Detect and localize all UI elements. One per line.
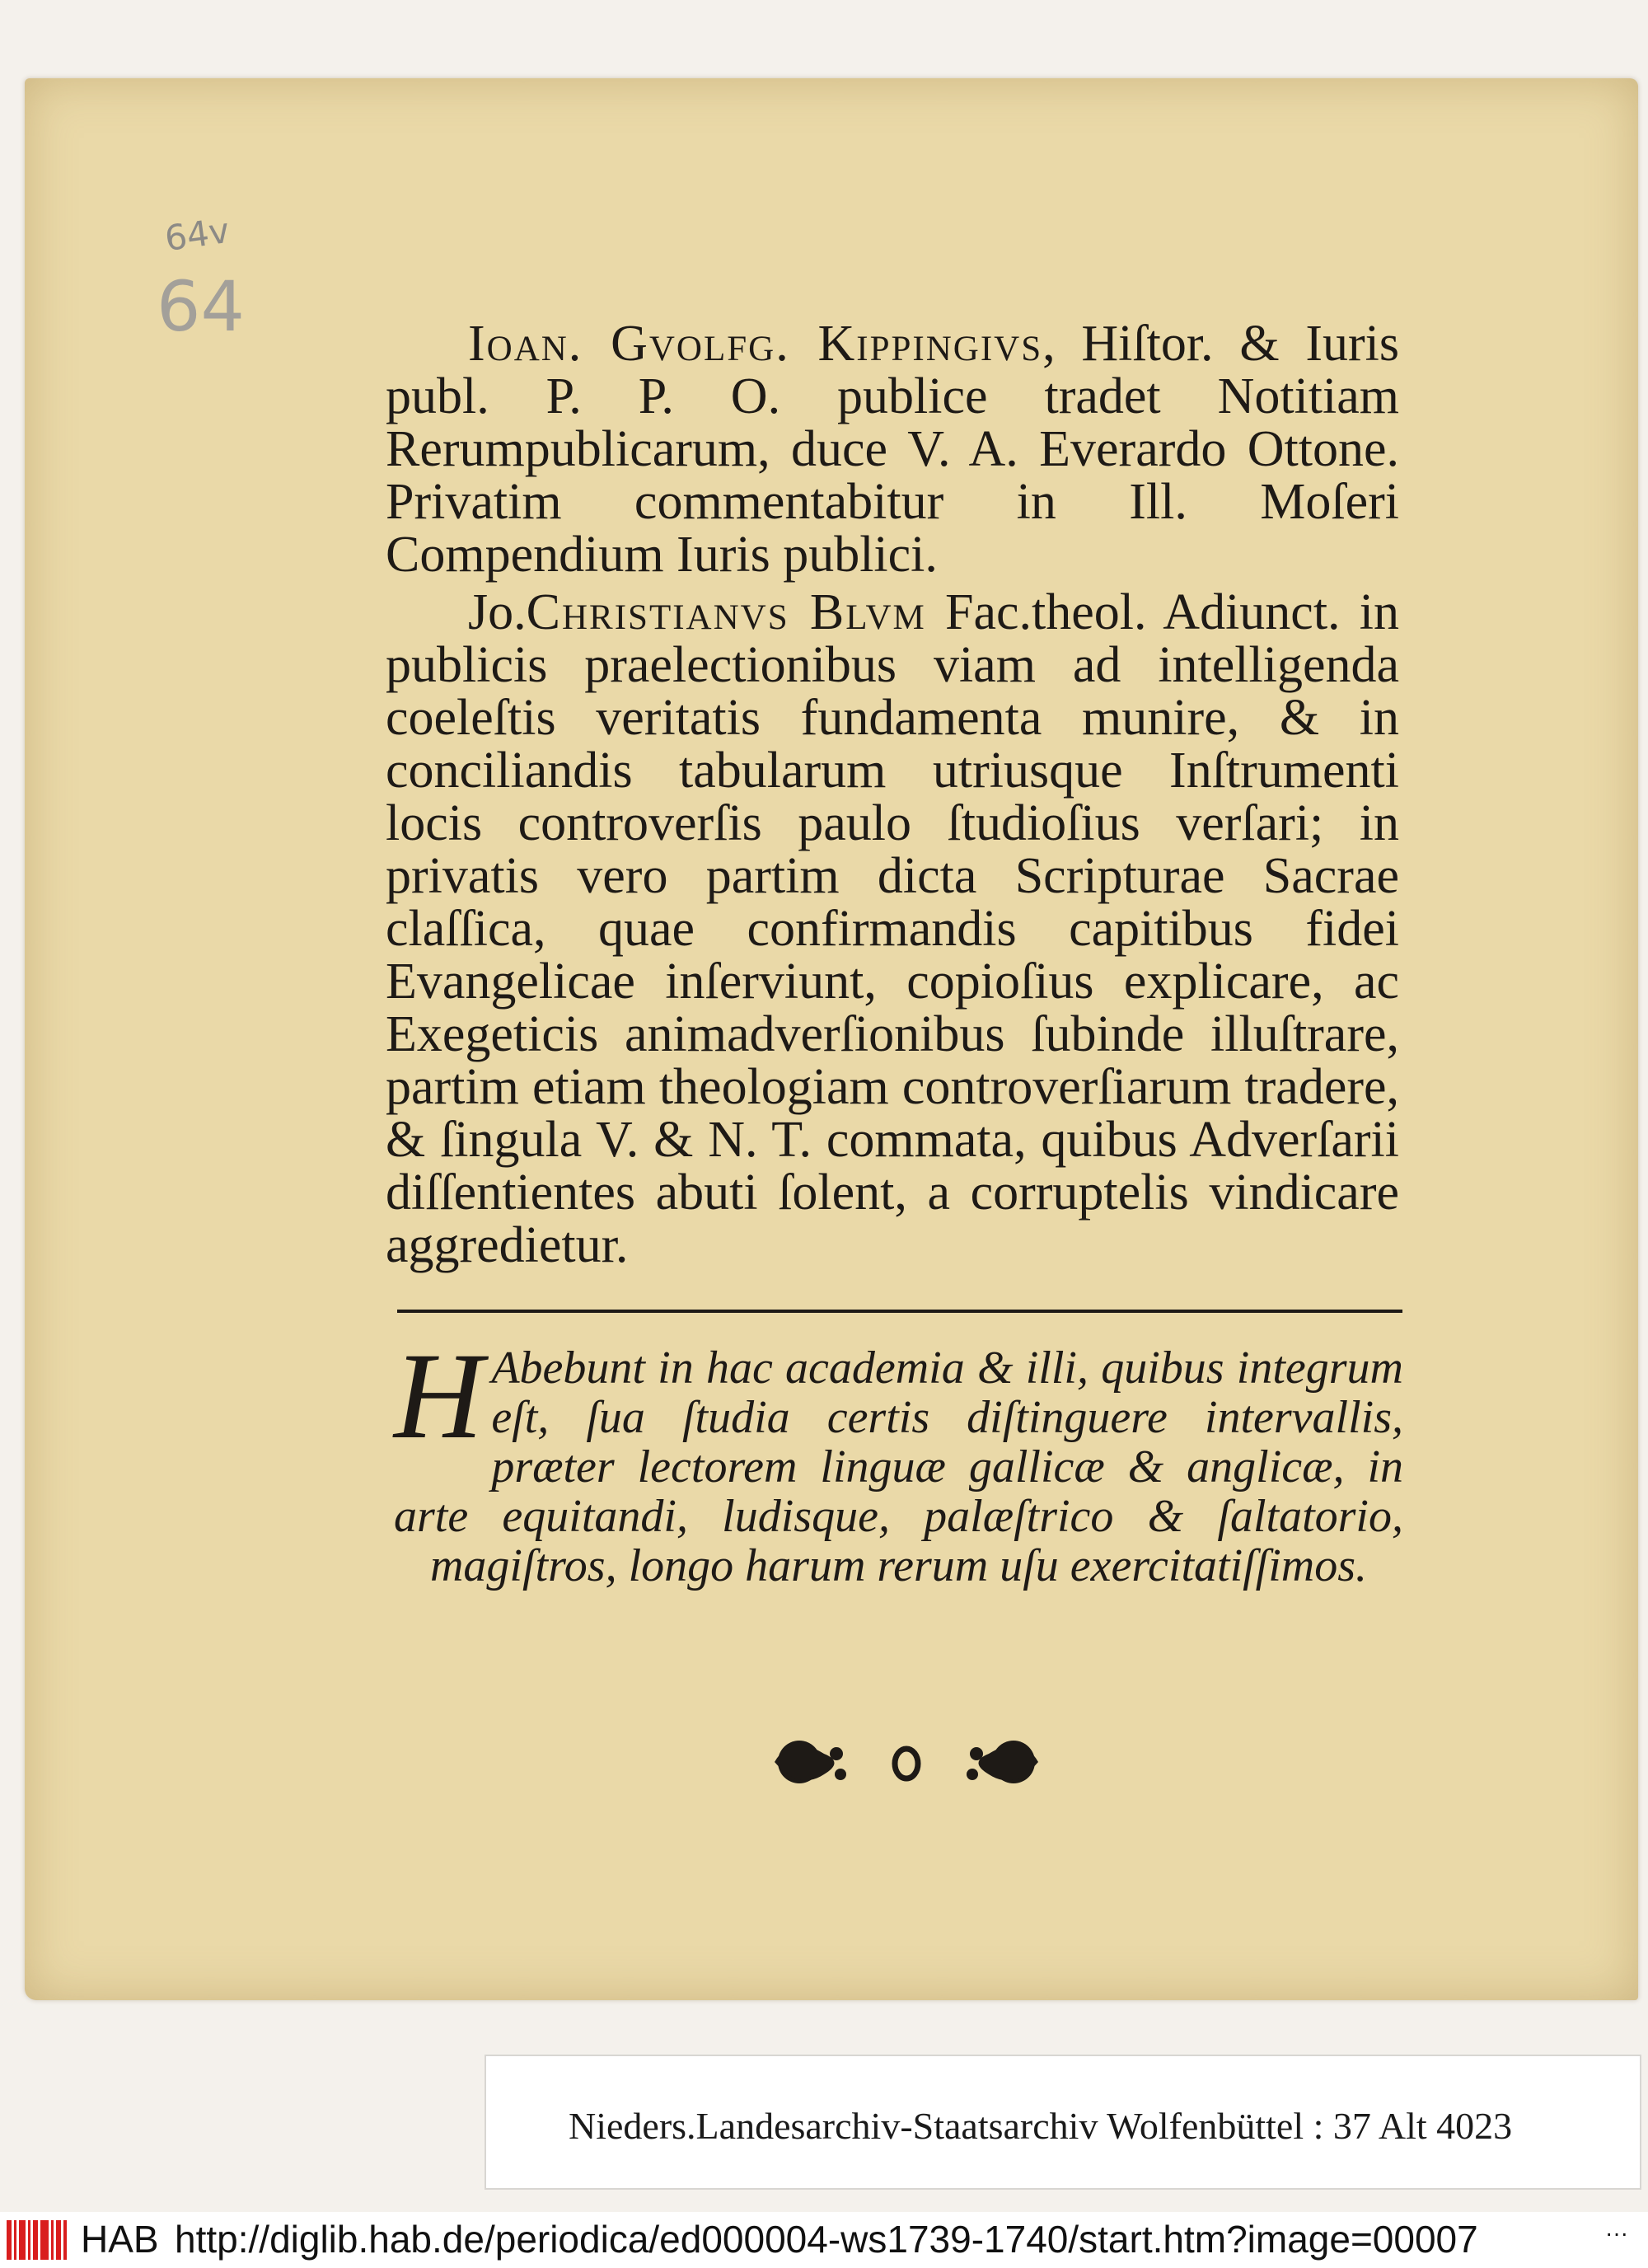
institution-label: HAB bbox=[81, 2218, 159, 2261]
drop-cap: H bbox=[394, 1328, 484, 1464]
section-divider bbox=[397, 1310, 1402, 1313]
author-name: Christianvs Blvm bbox=[526, 584, 926, 640]
main-text-block bbox=[386, 317, 1399, 1272]
footer-bar bbox=[0, 2212, 1648, 2268]
pencil-folio-number: 64 bbox=[157, 266, 245, 347]
author-name: Ioan. Gvolfg. Kippingivs bbox=[468, 316, 1043, 372]
barcode-icon bbox=[7, 2220, 68, 2260]
paragraph-kipping bbox=[386, 317, 1399, 581]
source-url-link[interactable]: http://diglib.hab.de/periodica/ed000004-ws1739-1740/start.htm?image=00007 bbox=[175, 2218, 1478, 2261]
archive-label: Nieders.Landesarchiv-Staatsarchiv Wolfenbüttel : 37 Alt 4023 bbox=[569, 2105, 1513, 2147]
author-prefix: Jo. bbox=[468, 584, 527, 640]
paragraph-text: Fac.theol. Adiunct. in publicis praelectionibus viam ad intelligenda coeleſtis veritatis fundamenta munire, & in conciliandis tabularum utriusque Inſtrumenti locis controverſis paulo ſtudioſius verſari; in privatis vero partim dicta Scripturae Sacrae claſſica, quae confirmandis capitibus fidei Evangelicae inſerviunt, copioſius explicare, ac Exegeticis animadverſionibus ſubinde illuſtrare, partim etiam theologiam controverſiarum tradere, & ſingula V. & N. T. commata, quibus Adverſarii diſſentientes abuti ſolent, a corruptelis vindicare aggredietur. bbox=[386, 584, 1399, 1273]
italic-notice bbox=[394, 1328, 1403, 1591]
italic-notice-text: Abebunt in hac academia & illi, quibus integrum eſt, ſua ſtudia certis diſtinguere intervallis, præter lectorem linguæ gallicæ & anglicæ, in arte equitandi, ludisque, palæſtrico & ſaltatorio, magiſtros, longo harum rerum uſu exercitatiſſimos. bbox=[394, 1343, 1403, 1591]
paragraph-blum bbox=[386, 586, 1399, 1272]
pencil-folio-note: 64v bbox=[162, 209, 232, 260]
paragraph-text: , Hiſtor. & Iuris publ. P. P. O. publice tradet Notitiam Rerumpublicarum, duce V. A. Everardo Ottone. Privatim commentabitur in Ill. Moſeri Compendium Iuris publici. bbox=[386, 316, 1399, 583]
printer-ornament-icon bbox=[766, 1729, 1046, 1795]
more-icon[interactable]: ··· bbox=[1605, 2220, 1628, 2246]
